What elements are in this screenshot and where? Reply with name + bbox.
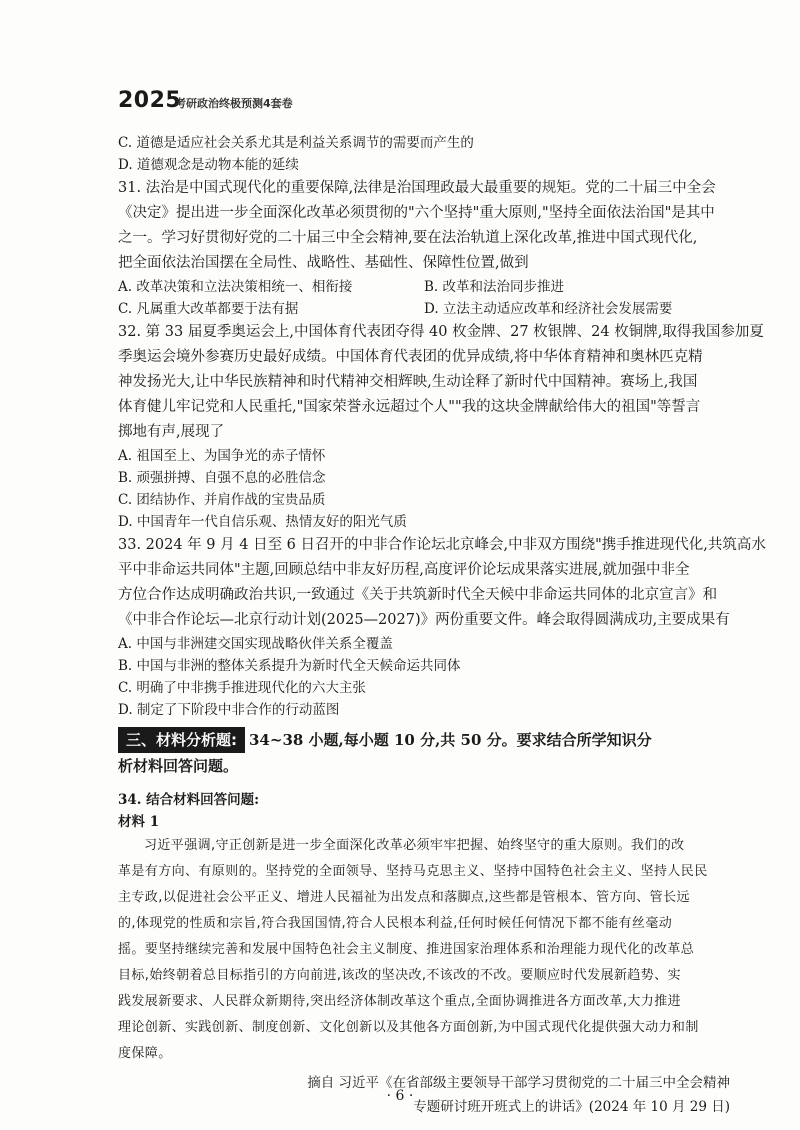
passage-line: 目标,始终朝着总目标指引的方向前进,该改的坚决改,不该改的不改。要顺应时代发展新趋势、实 (118, 968, 681, 983)
passage-line: 理论创新、实践创新、制度创新、文化创新以及其他各方面创新,为中国式现代化提供强大动力和制 (118, 1020, 699, 1035)
q30-option-c: C. 道德是适应社会关系尤其是利益关系调节的需要而产生的 (118, 135, 474, 151)
q32-stem-line: 32. 第 33 届夏季奥运会上,中国体育代表团夺得 40 枚金牌、27 枚银牌、24 枚铜牌,取得我国参加夏 (118, 324, 764, 340)
header-subtitle: 考研政治终极预测4套卷 (175, 97, 293, 110)
q33-stem-line: 方位合作达成明确政治共识,一致通过《关于共筑新时代全天候中非命运共同体的北京宣言》和 (118, 587, 718, 603)
section-3-instructions: 34~38 小题,每小题 10 分,共 50 分。要求结合所学知识分 (249, 731, 652, 749)
passage-line: 习近平强调,守正创新是进一步全面深化改革必须牢牢把握、始终坚守的重大原则。我们的改 (144, 838, 685, 853)
q31-option-d: D. 立法主动适应改革和经济社会发展需要 (424, 301, 673, 317)
q31-stem-line: 之一。学习好贯彻好党的二十届三中全会精神,要在法治轨道上深化改革,推进中国式现代化, (118, 230, 698, 246)
passage-line: 度保障。 (118, 1046, 172, 1061)
q31-option-c: C. 凡属重大改革都要于法有据 (118, 301, 299, 317)
passage-line: 的,体现党的性质和宗旨,符合我国国情,符合人民根本利益,任何时候任何情况下都不能有丝毫动 (118, 916, 673, 931)
q32-stem-line: 体育健儿牢记党和人民重托,"国家荣誉永远超过个人""我的这块金牌献给伟大的祖国"等誓言 (118, 399, 701, 415)
q33-stem-line: 33. 2024 年 9 月 4 日至 6 日召开的中非合作论坛北京峰会,中非双方围绕"携手推进现代化,共筑高水 (118, 537, 766, 553)
q32-stem-line: 季奥运会境外参赛历史最好成绩。中国体育代表团的优异成绩,将中华体育精神和奥林匹克精 (118, 349, 703, 365)
q32-stem-line: 掷地有声,展现了 (118, 424, 225, 440)
q32-option-c: C. 团结协作、并肩作战的宝贵品质 (118, 492, 326, 508)
source-line: 摘自 习近平《在省部级主要领导干部学习贯彻党的二十届三中全会精神 (307, 1075, 730, 1091)
q34-title: 34. 结合材料回答问题: (118, 792, 260, 808)
q31-option-b: B. 改革和法治同步推进 (424, 279, 565, 295)
passage-line: 践发展新要求、人民群众新期待,突出经济体制改革这个重点,全面协调推进各方面改革,大力推进 (118, 994, 681, 1009)
q32-option-b: B. 顽强拼搏、自强不息的必胜信念 (118, 470, 326, 486)
section-3-label: 三、材料分析题: (118, 727, 245, 753)
q33-option-d: D. 制定了下阶段中非合作的行动蓝图 (118, 702, 340, 718)
section-3-instructions-tail: 析材料回答问题。 (118, 757, 239, 775)
page-number: · 6 · (386, 1088, 414, 1104)
q31-stem-line: 《决定》提出进一步全面深化改革必须贯彻的"六个坚持"重大原则,"坚持全面依法治国"是其中 (118, 205, 715, 221)
q31-option-a: A. 改革决策和立法决策相统一、相衔接 (118, 279, 353, 295)
page-content (118, 132, 766, 1119)
section-3-header (118, 727, 730, 779)
header-year: 2025 (118, 88, 182, 113)
passage-line: 摇。要坚持继续完善和发展中国特色社会主义制度、推进国家治理体系和治理能力现代化的改革总 (118, 942, 695, 957)
q30-option-d: D. 道德观念是动物本能的延续 (118, 157, 299, 173)
q32-stem-line: 神发扬光大,让中华民族精神和时代精神交相辉映,生动诠释了新时代中国精神。赛场上,我国 (118, 374, 698, 390)
passage-line: 革是有方向、有原则的。坚持党的全面领导、坚持马克思主义、坚持中国特色社会主义、坚持人民民 (118, 864, 708, 879)
q33-option-c: C. 明确了中非携手推进现代化的六大主张 (118, 680, 366, 696)
q31-stem-line: 把全面依法治国摆在全局性、战略性、基础性、保障性位置,做到 (118, 255, 529, 271)
material-1-heading: 材料 1 (118, 814, 160, 830)
question-33 (118, 533, 766, 721)
q33-stem-line: 《中非合作论坛—北京行动计划(2025—2027)》两份重要文件。峰会取得圆满成功,主要成果有 (118, 612, 730, 628)
material-1-passage (118, 833, 730, 1067)
question-32 (118, 320, 764, 533)
source-line: 专题研讨班开班式上的讲话》(2024 年 10 月 29 日) (413, 1099, 730, 1115)
q33-option-a: A. 中国与非洲建交国实现战略伙伴关系全覆盖 (118, 636, 393, 652)
q32-option-a: A. 祖国至上、为国争光的赤子情怀 (118, 448, 326, 464)
q33-stem-line: 平中非命运共同体"主题,回顾总结中非友好历程,高度评价论坛成果落实进展,就加强中非全 (118, 562, 690, 578)
question-34 (118, 789, 730, 1119)
question-31 (118, 176, 730, 320)
q33-option-b: B. 中国与非洲的整体关系提升为新时代全天候命运共同体 (118, 658, 461, 674)
q32-option-d: D. 中国青年一代自信乐观、热情友好的阳光气质 (118, 514, 407, 530)
q31-stem-line: 31. 法治是中国式现代化的重要保障,法律是治国理政最大最重要的规矩。党的二十届三中全会 (118, 180, 716, 196)
passage-line: 主专政,以促进社会公平正义、增进人民福祉为出发点和落脚点,这些都是管根本、管方向、管长远 (118, 890, 690, 905)
